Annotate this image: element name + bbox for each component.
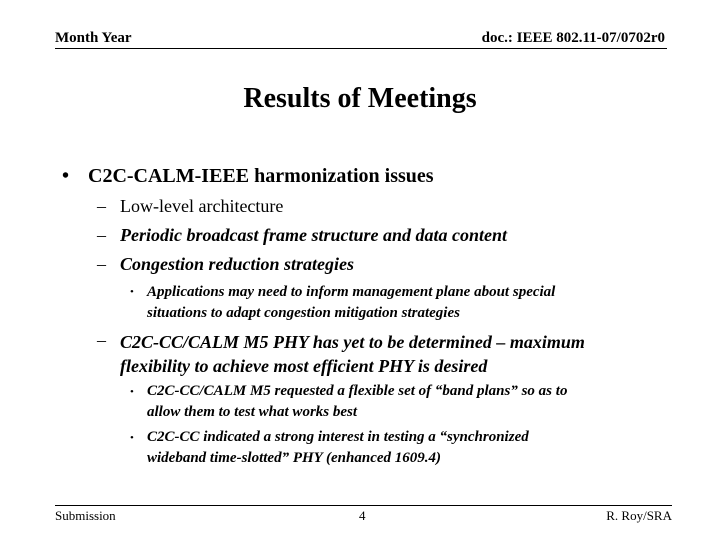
main-bullet-text: C2C-CALM-IEEE harmonization issues	[88, 165, 434, 187]
sub3-point-line1: Applications may need to inform management plane about special	[147, 284, 556, 300]
sub4-point-2	[147, 427, 529, 469]
point-bullet-marker: •	[130, 432, 134, 444]
sub4-point-1-line2: allow them to test what works best	[147, 404, 358, 420]
footer-page-number: 4	[359, 508, 366, 523]
sub3-point	[147, 282, 555, 324]
sub4-point-1-line1: C2C-CC/CALM M5 requested a flexible set of “band plans” so as to	[147, 383, 568, 399]
sub-bullet-4-line2: flexibility to achieve most efficient PHY is desired	[120, 356, 488, 376]
sub4-point-2-line2: wideband time-slotted” PHY (enhanced 1609.4)	[147, 450, 442, 466]
sub-bullet-4-line1: C2C-CC/CALM M5 PHY has yet to be determined – maximum	[120, 332, 585, 352]
slide-title: Results of Meetings	[243, 83, 477, 114]
sub-bullet-marker: –	[97, 330, 106, 350]
sub-bullet-3: Congestion reduction strategies	[120, 254, 355, 274]
point-bullet-marker: •	[130, 286, 134, 298]
header-rule	[55, 48, 667, 49]
sub-bullet-marker: –	[97, 225, 106, 245]
sub-bullet-marker: –	[97, 254, 106, 274]
sub4-point-2-line1: C2C-CC indicated a strong interest in testing a “synchronized	[147, 429, 529, 445]
footer-submission: Submission	[55, 508, 116, 523]
sub3-point-line2: situations to adapt congestion mitigation strategies	[147, 305, 460, 321]
sub-bullet-marker: –	[97, 196, 106, 216]
header-date: Month Year	[55, 30, 132, 46]
main-bullet-marker: •	[62, 165, 70, 187]
footer-author: R. Roy/SRA	[606, 508, 672, 523]
sub-bullet-4	[120, 330, 585, 378]
sub-bullet-2: Periodic broadcast frame structure and data content	[120, 225, 507, 245]
footer-rule	[55, 505, 672, 506]
header-doc-id: doc.: IEEE 802.11-07/0702r0	[481, 30, 665, 46]
point-bullet-marker: •	[130, 386, 134, 398]
sub4-point-1	[147, 381, 567, 423]
sub-bullet-1: Low-level architecture	[120, 196, 284, 216]
